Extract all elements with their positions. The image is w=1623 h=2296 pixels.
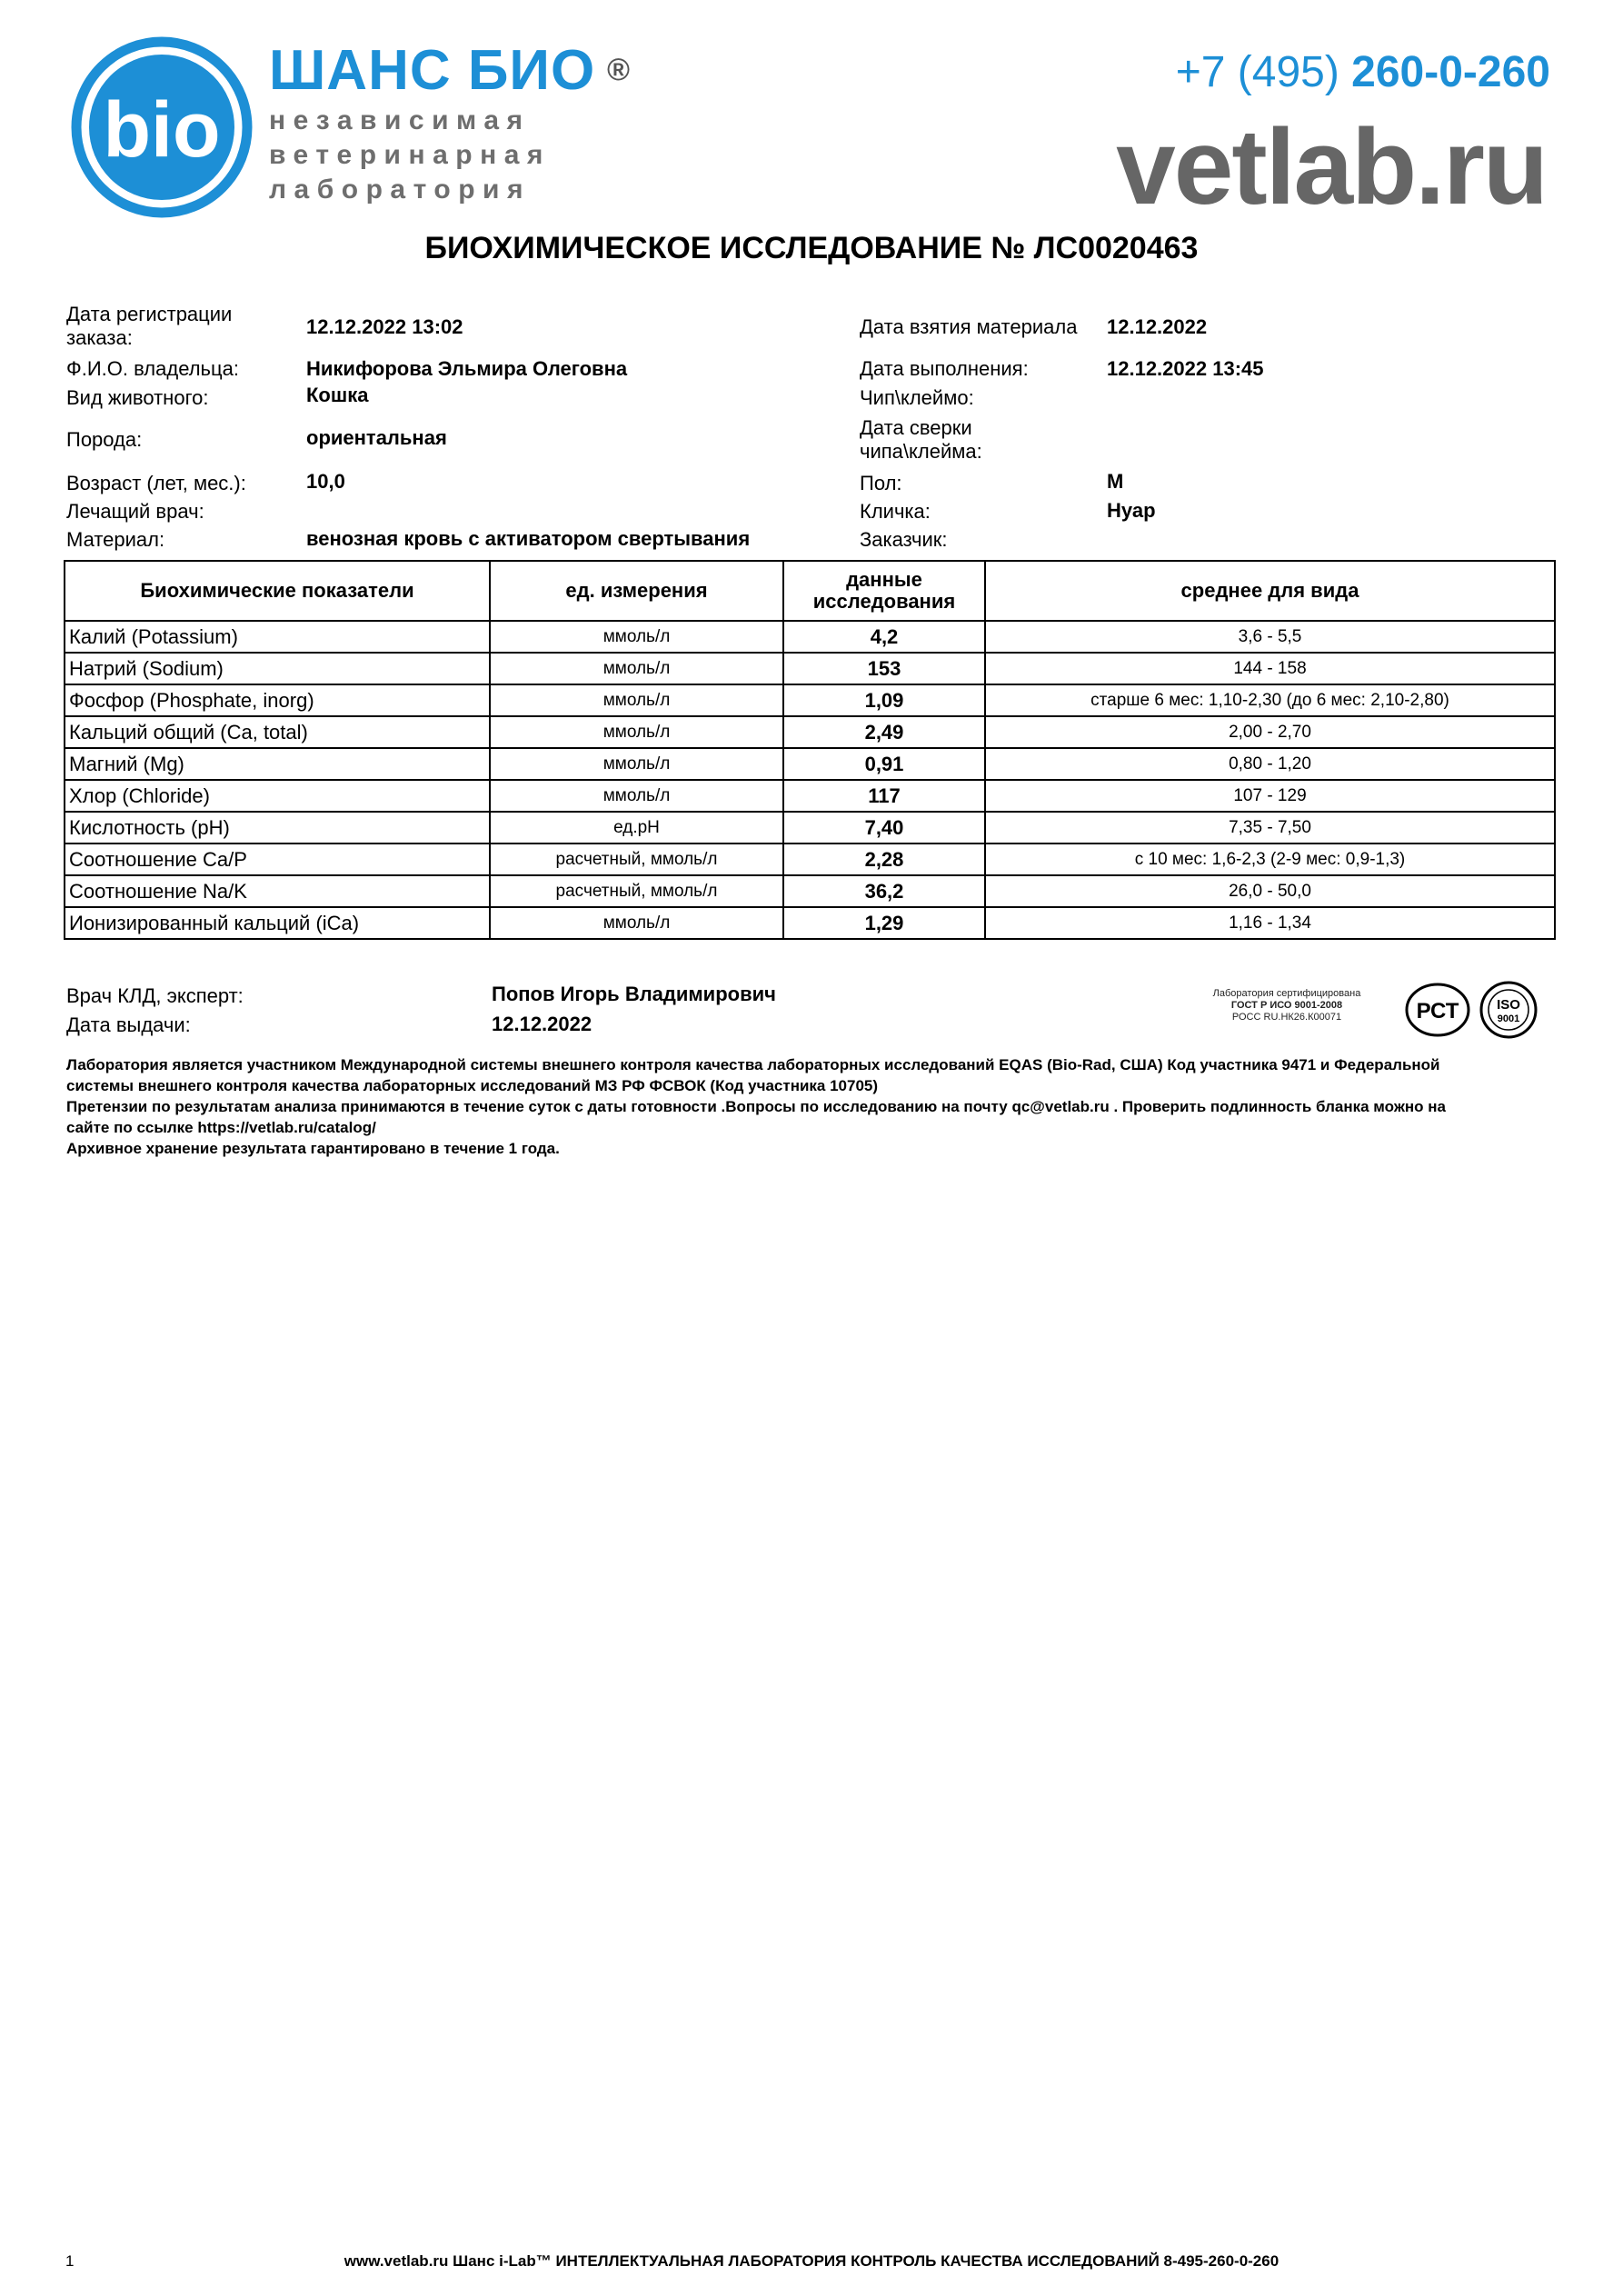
site-logo: vetlab.ru (1116, 107, 1547, 227)
header-ref: среднее для вида (985, 561, 1555, 621)
table-row (65, 875, 1555, 907)
pst-mark: РСТ (1416, 999, 1459, 1023)
cert-line-3: РОСС RU.НК26.К00071 (1231, 1012, 1342, 1023)
bio-logo (71, 36, 253, 218)
cert-line-1: Лаборатория сертифицирована (1212, 988, 1361, 999)
doctor-label: Лечащий врач: (66, 500, 204, 523)
material-value: венозная кровь с активатором свертывания (306, 527, 751, 550)
note-line-2: системы внешнего контроля качества лабораторных исследований МЗ РФ ФСВОК (Код участника 10705) (66, 1077, 879, 1094)
row-ref: 107 - 129 (985, 780, 1555, 812)
row-value: 117 (783, 780, 985, 812)
table-row (65, 684, 1555, 716)
header-param: Биохимические показатели (65, 561, 490, 621)
owner-value: Никифорова Эльмира Олеговна (306, 357, 628, 380)
row-ref: с 10 мес: 1,6-2,3 (2-9 мес: 0,9-1,3) (985, 844, 1555, 875)
row-ref: 144 - 158 (985, 653, 1555, 684)
table-row (65, 907, 1555, 939)
table-header-row (65, 561, 1555, 621)
brand-tagline-1: независимая (269, 105, 531, 135)
row-unit: расчетный, ммоль/л (490, 844, 783, 875)
row-ref: старше 6 мес: 1,10-2,30 (до 6 мес: 2,10-2,80) (985, 684, 1555, 716)
iso-mark: ISO (1497, 997, 1520, 1013)
row-name: Ионизированный кальций (iCa) (65, 907, 490, 939)
table-row (65, 621, 1555, 653)
table-row (65, 748, 1555, 780)
iso-number: 9001 (1497, 1013, 1520, 1024)
table-row (65, 780, 1555, 812)
logo-text: bio (103, 86, 221, 174)
pst-certification-icon (1404, 982, 1471, 1038)
row-value: 0,91 (783, 748, 985, 780)
owner-label: Ф.И.О. владельца: (66, 357, 239, 380)
table-row (65, 716, 1555, 748)
row-unit: ед.pH (490, 812, 783, 844)
row-unit: расчетный, ммоль/л (490, 875, 783, 907)
certification-text (1181, 988, 1392, 1023)
sample-date-value: 12.12.2022 (1107, 315, 1208, 338)
age-value: 10,0 (306, 470, 345, 493)
brand-registered-mark: ® (607, 53, 631, 87)
breed-label: Порода: (66, 428, 143, 451)
brand-name: ШАНС БИО (269, 39, 596, 102)
row-name: Кислотность (pH) (65, 812, 490, 844)
table-row (65, 653, 1555, 684)
note-line-1: Лаборатория является участником Международной системы внешнего контроля качества лабораторных исследований EQAS (Bio-Rad, США) Код участника 9471 и Федеральной (66, 1056, 1440, 1073)
header-value (783, 561, 985, 621)
row-name: Соотношение Na/K (65, 875, 490, 907)
note-line-4: сайте по ссылке https://vetlab.ru/catalog/ (66, 1119, 376, 1136)
phone-prefix: +7 (495) (1175, 48, 1352, 96)
row-value: 7,40 (783, 812, 985, 844)
row-ref: 26,0 - 50,0 (985, 875, 1555, 907)
header-value-line-2: исследования (812, 590, 956, 613)
notes (66, 1054, 1557, 1159)
brand-tagline-2: ветеринарная (269, 140, 551, 170)
reg-date-label-1: Дата регистрации (66, 303, 233, 325)
age-label: Возраст (лет, мес.): (66, 472, 246, 494)
row-name: Соотношение Ca/P (65, 844, 490, 875)
row-ref: 0,80 - 1,20 (985, 748, 1555, 780)
nickname-value: Нуар (1107, 499, 1156, 522)
sex-value: М (1107, 470, 1124, 493)
sample-date-label: Дата взятия материала (860, 315, 1078, 338)
done-date-value: 12.12.2022 13:45 (1107, 357, 1264, 380)
row-name: Хлор (Chloride) (65, 780, 490, 812)
row-ref: 3,6 - 5,5 (985, 621, 1555, 653)
row-value: 1,29 (783, 907, 985, 939)
done-date-label: Дата выполнения: (860, 357, 1029, 380)
row-unit: ммоль/л (490, 653, 783, 684)
row-ref: 2,00 - 2,70 (985, 716, 1555, 748)
row-value: 1,09 (783, 684, 985, 716)
row-name: Калий (Potassium) (65, 621, 490, 653)
header-unit: ед. измерения (490, 561, 783, 621)
results-table (64, 560, 1556, 940)
reg-date-value: 12.12.2022 13:02 (306, 315, 463, 338)
row-ref: 1,16 - 1,34 (985, 907, 1555, 939)
species-value: Кошка (306, 384, 369, 406)
customer-label: Заказчик: (860, 528, 948, 551)
iso-certification-icon (1479, 980, 1538, 1040)
material-label: Материал: (66, 528, 165, 551)
header-value-line-1: данные (846, 568, 922, 591)
footer-text: www.vetlab.ru Шанс i-Lab™ ИНТЕЛЛЕКТУАЛЬНАЯ ЛАБОРАТОРИЯ КОНТРОЛЬ КАЧЕСТВА ИССЛЕДОВАНИЙ 8-495-260-0-260 (344, 2252, 1279, 2270)
row-unit: ммоль/л (490, 748, 783, 780)
row-name: Магний (Mg) (65, 748, 490, 780)
row-unit: ммоль/л (490, 907, 783, 939)
cert-line-2: ГОСТ Р ИСО 9001-2008 (1230, 1000, 1343, 1011)
row-name: Кальций общий (Ca, total) (65, 716, 490, 748)
issue-date-value: 12.12.2022 (492, 1013, 592, 1035)
page-number: 1 (65, 2252, 75, 2270)
chip-label: Чип\клеймо: (860, 386, 974, 409)
issue-date-label: Дата выдачи: (66, 1013, 191, 1036)
table-row (65, 844, 1555, 875)
row-unit: ммоль/л (490, 621, 783, 653)
brand-tagline-3: лаборатория (269, 175, 532, 205)
row-name: Фосфор (Phosphate, inorg) (65, 684, 490, 716)
row-name: Натрий (Sodium) (65, 653, 490, 684)
table-row (65, 812, 1555, 844)
reg-date-label-2: заказа: (66, 326, 133, 349)
expert-value: Попов Игорь Владимирович (492, 983, 776, 1005)
row-unit: ммоль/л (490, 780, 783, 812)
row-value: 4,2 (783, 621, 985, 653)
row-unit: ммоль/л (490, 716, 783, 748)
row-value: 2,28 (783, 844, 985, 875)
breed-value: ориентальная (306, 426, 447, 449)
row-ref: 7,35 - 7,50 (985, 812, 1555, 844)
row-value: 2,49 (783, 716, 985, 748)
phone-number: 260-0-260 (1351, 48, 1550, 96)
note-line-3: Претензии по результатам анализа принимаются в течение суток с даты готовности .Вопросы по исследованию на почту qc@vetlab.ru . Проверить подлинность бланка можно на (66, 1098, 1446, 1115)
chip-check-label-1: Дата сверки (860, 416, 972, 439)
sex-label: Пол: (860, 472, 902, 494)
note-line-5: Архивное хранение результата гарантировано в течение 1 года. (66, 1140, 560, 1157)
nickname-label: Кличка: (860, 500, 931, 523)
row-unit: ммоль/л (490, 684, 783, 716)
row-value: 153 (783, 653, 985, 684)
document-title: БИОХИМИЧЕСКОЕ ИССЛЕДОВАНИЕ № ЛС0020463 (424, 231, 1199, 265)
phone (1176, 47, 1550, 97)
chip-check-label-2: чипа\клейма: (860, 440, 982, 463)
row-value: 36,2 (783, 875, 985, 907)
expert-label: Врач КЛД, эксперт: (66, 984, 244, 1007)
species-label: Вид животного: (66, 386, 209, 409)
